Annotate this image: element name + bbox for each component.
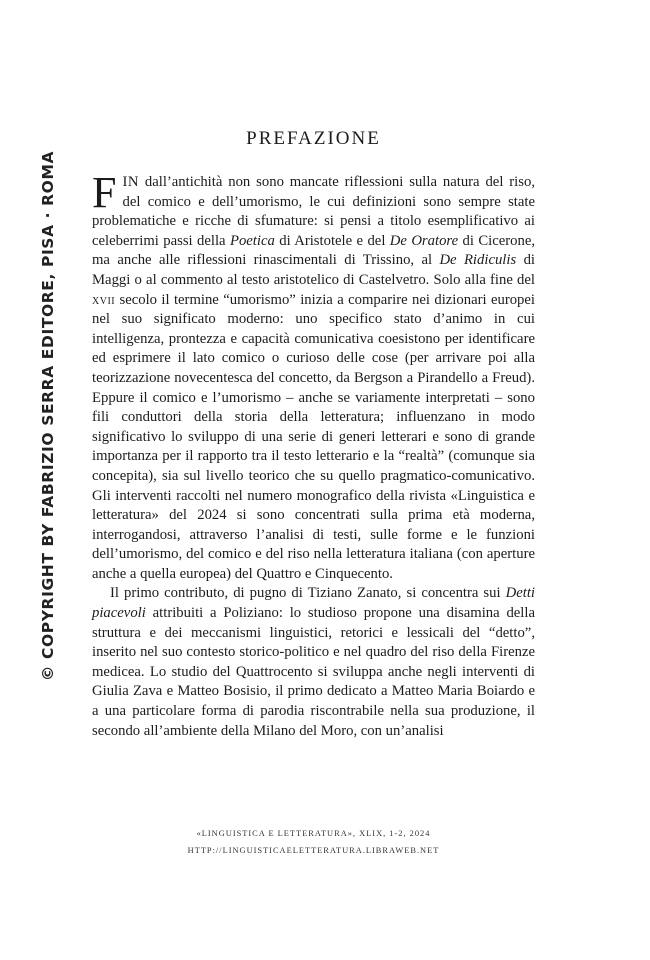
italic-title: De Ridiculis xyxy=(439,252,517,269)
footer-journal-citation: «LINGUISTICA E LETTERATURA», XLIX, 1-2, 2024 xyxy=(196,829,431,838)
page-title: PREFAZIONE xyxy=(246,128,381,149)
text-segment: di Aristotele e del xyxy=(274,232,390,249)
paragraph-1 xyxy=(92,168,536,584)
text-segment: di Cicerone, ma anche alle riflessioni rinascimentali di Trissino, al xyxy=(92,232,536,269)
italic-title: De Oratore xyxy=(389,232,459,249)
body-text xyxy=(92,168,536,741)
text-segment: Il primo contributo, di pugno di Tiziano Zanato, si concentra sui xyxy=(110,585,506,602)
text-segment: attribuiti a Poliziano: lo studioso propone una disamina della struttura e dei meccanismi linguistici, retorici e lessicali del “detto”, inserito nel suo contesto storico-politico e nel quadro del riso della Firenze medicea. Lo studio del Quattrocento si sviluppa anche negli interventi di Giulia Zava e Matteo Bosisio, il primo dedicato a Matteo Maria Boiardo e a una particolare forma di parodia riscontrabile nella sua produzione, il secondo all’ambiente della Milano del Moro, con un’analisi xyxy=(92,605,535,739)
century-numeral: xvii xyxy=(92,291,116,308)
text-segment: di Maggi o al commento al testo aristotelico di Castelvetro. Solo alla fine del xyxy=(92,252,535,288)
italic-title: Detti piacevoli xyxy=(92,585,535,622)
text-segment: secolo il termine “umorismo” inizia a comparire nei dizionari europei nel suo significato moderno: uno specifico stato d’animo in cui intelligenza, prontezza e capacità comunicativa coesistono per identificare ed esprimere il lato comico o curioso delle cose (per arrivare poi alla teorizzazione novecentesca del concetto, da Bergson a Pirandello a Freud). Eppure il comico e l’umorismo – anche se variamente interpretati – sono fili conduttori della storia della letteratura; influenzano in modo significativo lo sviluppo di una serie di generi letterari e sono di grande importanza per il rapporto tra il testo letterario e la “realtà” (comunque sia concepita), sia sul livello teorico che su quello pragmatico-comunicativo. Gli interventi raccolti nel numero monografico della rivista «Linguistica e letteratura» del 2024 si sono concentrati sulla prima età moderna, interrogandosi, attraverso l’analisi di testi, sulle forme e le funzioni dell’umorismo, del comico e del riso nella letteratura italiana (con aperture anche a quella europea) del Quattro e Cinquecento. xyxy=(92,291,535,582)
footer-url: HTTP://LINGUISTICAELETTERATURA.LIBRAWEB.NET xyxy=(187,846,440,855)
copyright-notice: © COPYRIGHT BY FABRIZIO SERRA EDITORE, PISA · ROMA xyxy=(39,150,57,682)
text-segment: dall’antichità non sono mancate riflessioni sulla natura del riso, del comico e dell’umorismo, le cui definizioni sono sempre state problematiche e ricche di sfumature: si pensi a titolo esemplificativo ai celeberrimi passi della xyxy=(92,174,535,249)
paragraph-2 xyxy=(92,584,535,741)
drop-cap: F xyxy=(92,168,117,217)
lead-word: IN xyxy=(122,174,139,190)
italic-title: Poetica xyxy=(229,232,275,249)
